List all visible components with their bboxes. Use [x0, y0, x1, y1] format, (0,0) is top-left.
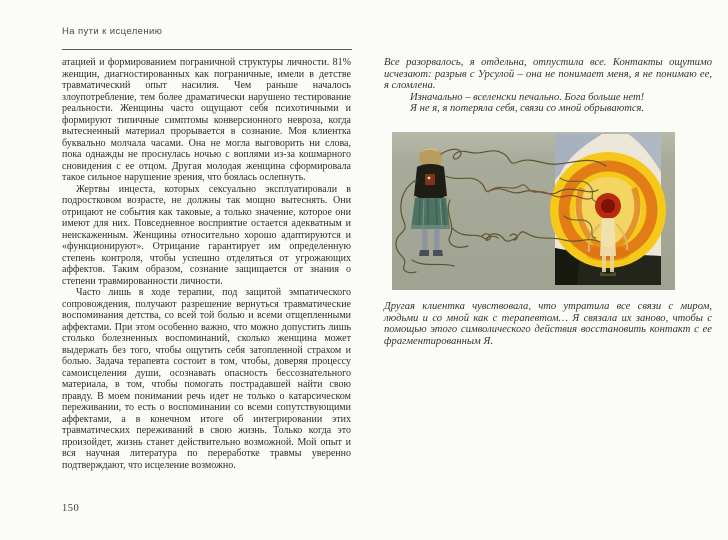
- running-head: На пути к исцелению: [62, 26, 163, 37]
- header-rule: [62, 49, 352, 50]
- illustration-caption: Другая клиентка чувствовала, что утратила все связи с миром, людьми и со мной как с терапевтом… Я связала их заново, чтобы с помощью этого символического действия восстановить контакт с ее фрагментированным Я.: [384, 301, 712, 348]
- paragraph: Жертвы инцеста, которых сексуально эксплуатировали в подростковом возрасте, не должны так мощно вытеснять. Они отрицают не события как таковые, а только значение, которое они имеют для них. Повседневное восприятие остается адекватным и неискаженным. Женщины относительно хорошо адаптируются и «функционируют». Отрицание гарантирует им определенную степень контроля, чтобы успешно отделяться от угрожающих аффектов. Таким образом, сознание защищается от знания о степени травмированности личности.: [62, 183, 351, 287]
- mandala-panel: [550, 134, 666, 285]
- quote-paragraph: Изначально – вселенски печально. Бога больше нет!: [410, 91, 645, 103]
- body-text: [62, 57, 351, 495]
- right-page: [364, 0, 728, 540]
- paragraph: атацией и формированием пограничной структуры личности. 81% женщин, диагностированных как пограничные, имели в детстве травматический опыт насилия. Чем раньше началось злоупотребление, тем более драматически нарушено тестирование реальности. Женщины часто ощущают себя психотичными и формируют типичные симптомы конверсионного невроза, когда вытесненный материал прорывается в сознание. Моя клиентка буквально молчала часами. Она не могла выговорить ни слова, пока однажды не проснулась ночью с воплями из-за кошмарного сновидения с ее отцом. Другая молодая женщина сформировала такое сильное нарушение зрения, что боялась ослепнуть.: [62, 57, 351, 183]
- quote-paragraph: Я не я, я потеряла себя, связи со мной обрываются.: [410, 103, 645, 115]
- quote-paragraph: Все разорвалось, я отдельна, отпустила все. Контакты ощутимо исчезают: разрыв с Урсулой – она не понимает меня, я не понимаю ее, я сломлена.: [384, 57, 712, 92]
- page-number: 150: [62, 503, 80, 514]
- drawing-girl-and-mandala: [392, 132, 675, 290]
- paragraph: Часто лишь в ходе терапии, под защитой эмпатического сопровождения, получают разрешение вернуться травматические воспоминания детства, со всей той болью и всеми отщепленными аффектами. При этом особенно важно, что можно допустить лишь столько болезненных воспоминаний, сколько женщина может выдержать без того, чтобы ощутить себя затопленной страхом и болью. Задача терапевта состоит в том, чтобы, доверяя процессу самоисцеления души, осознавать опасность бессознательного материала, в том, чтобы помогать пострадавшей найти свою правду. В моем понимании речь идет не только о катарсическом переживании, то есть о воспоминании со всеми сопутствующими аффектами, а в конечном итоге об интегрировании этих травматических переживаний в свою жизнь. Только когда это произойдет, жизнь станет действительно возможной. Мой опыт и вся научная литература по переработке травмы уверенно подтверждают, что исцеление возможно.: [62, 287, 351, 471]
- client-quote-block: [384, 57, 712, 115]
- client-drawing-illustration: [392, 132, 675, 290]
